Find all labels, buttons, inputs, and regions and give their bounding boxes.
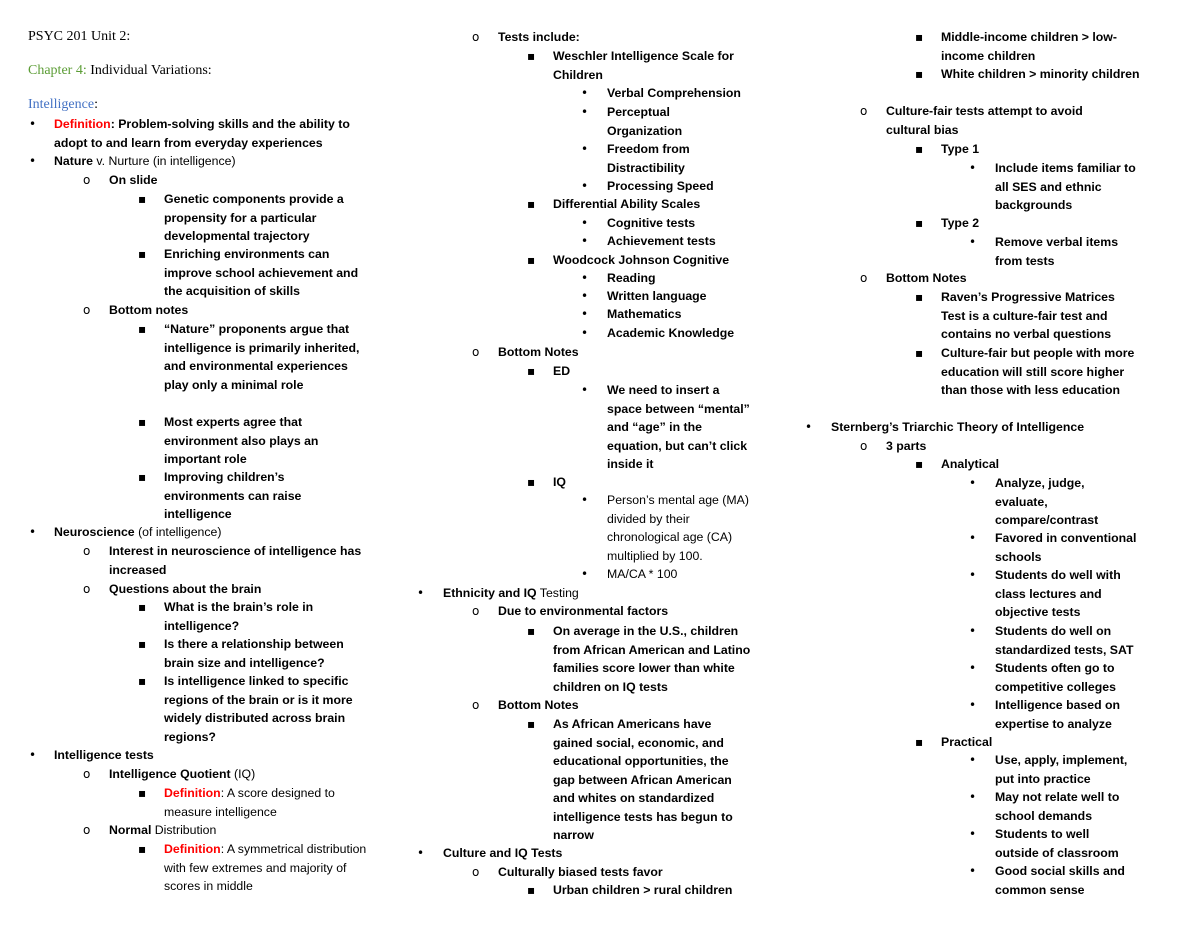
bullet-l3: ▪ xyxy=(138,322,147,336)
bullet-l4: • xyxy=(969,235,977,249)
bullet-l4: • xyxy=(581,271,589,285)
bullet-l3: ▪ xyxy=(915,346,924,360)
bullet-l4: • xyxy=(581,567,589,581)
list-item: Verbal Comprehension xyxy=(607,86,741,100)
list-item: MA/CA * 100 xyxy=(607,567,678,581)
section-heading xyxy=(28,97,98,113)
item-label: Normal xyxy=(109,823,152,837)
bullet-l1: • xyxy=(29,525,37,539)
list-item-sternberg: Sternberg’s Triarchic Theory of Intelligence xyxy=(831,420,1085,434)
list-item-ed: ED xyxy=(553,364,571,378)
list-item-three-parts: 3 parts xyxy=(886,439,927,453)
list-item: Use, apply, implement, put into practice xyxy=(995,753,1128,786)
bullet-l2: o xyxy=(472,604,480,618)
list-item: Questions about the brain xyxy=(109,582,262,596)
list-item-analytical: Analytical xyxy=(941,457,1000,471)
bullet-l3: ▪ xyxy=(527,197,536,211)
list-item: Mathematics xyxy=(607,307,682,321)
bullet-l2: o xyxy=(472,30,480,44)
bullet-l2: o xyxy=(83,767,91,781)
item-text: Distribution xyxy=(151,823,217,837)
list-item: Cognitive tests xyxy=(607,216,696,230)
definition-term: Definition xyxy=(54,117,111,131)
definition-term: Definition xyxy=(164,842,221,856)
list-item: Enriching environments can improve school achievement and the acquisition of skills xyxy=(164,247,359,298)
bullet-l2: o xyxy=(472,698,480,712)
bullet-l2: o xyxy=(83,173,91,187)
list-item: On average in the U.S., children from African American and Latino families score lower than white children on IQ tests xyxy=(553,624,751,694)
bullet-l3: ▪ xyxy=(527,717,536,731)
item-text: (IQ) xyxy=(230,767,256,781)
list-item: Analyze, judge, evaluate, compare/contrast xyxy=(995,476,1099,527)
bullet-l2: o xyxy=(83,544,91,558)
list-item: Students to well outside of classroom xyxy=(995,827,1119,860)
list-item-culture: Culture and IQ Tests xyxy=(443,846,563,860)
list-item-iq: IQ xyxy=(553,475,566,489)
bullet-l4: • xyxy=(581,142,589,156)
list-item-normal-distribution xyxy=(109,821,369,840)
bullet-l3: ▪ xyxy=(527,624,536,638)
list-item: Written language xyxy=(607,289,707,303)
list-item: Intelligence based on expertise to analyze xyxy=(995,698,1121,731)
list-item: Achievement tests xyxy=(607,234,716,248)
list-item-bottom-notes: Bottom Notes xyxy=(498,698,579,712)
list-item-ethnicity xyxy=(443,584,763,603)
chapter-title: Individual Variations: xyxy=(86,63,212,78)
list-item-type-1: Type 1 xyxy=(941,142,980,156)
list-item-iq-definition xyxy=(164,784,364,821)
list-item: Students do well on standardized tests, SAT xyxy=(995,624,1134,657)
list-item: Favored in conventional schools xyxy=(995,531,1137,564)
list-item: Interest in neuroscience of intelligence has increased xyxy=(109,544,362,577)
bullet-l3: ▪ xyxy=(915,735,924,749)
bullet-l2: o xyxy=(83,582,91,596)
list-item: We need to insert a space between “mental” and “age” in the equation, but can’t click inside it xyxy=(607,383,750,471)
list-item-normal-definition xyxy=(164,840,369,896)
list-item: Most experts agree that environment also plays an important role xyxy=(164,415,319,466)
list-item: Middle-income children > low-income children xyxy=(941,30,1117,63)
list-item: Students often go to competitive colleges xyxy=(995,661,1116,694)
list-item: Academic Knowledge xyxy=(607,326,735,340)
bullet-l3: ▪ xyxy=(915,216,924,230)
list-item-das: Differential Ability Scales xyxy=(553,197,701,211)
list-item-neuroscience xyxy=(54,523,374,542)
bullet-l3: ▪ xyxy=(915,457,924,471)
item-text: (of intelligence) xyxy=(134,525,222,539)
item-label: Nature xyxy=(54,154,93,168)
list-item: Is intelligence linked to specific regions of the brain or is it more widely distributed across brain regions? xyxy=(164,674,353,744)
list-item-practical: Practical xyxy=(941,735,993,749)
definition-text: : Problem-solving skills and the ability to adopt to and learn from everyday experiences xyxy=(54,117,350,150)
definition-term: Definition xyxy=(164,786,221,800)
bullet-l1: • xyxy=(29,154,37,168)
bullet-l4: • xyxy=(969,827,977,841)
bullet-l4: • xyxy=(581,216,589,230)
bullet-l3: ▪ xyxy=(527,253,536,267)
list-item-definition xyxy=(54,115,364,152)
bullet-l4: • xyxy=(969,568,977,582)
bullet-l4: • xyxy=(581,105,589,119)
list-item: Remove verbal items from tests xyxy=(995,235,1119,268)
chapter-heading xyxy=(28,63,212,79)
bullet-l3: ▪ xyxy=(915,142,924,156)
bullet-l4: • xyxy=(581,179,589,193)
list-item: May not relate well to school demands xyxy=(995,790,1120,823)
bullet-l4: • xyxy=(581,307,589,321)
list-item-bottom-notes: Bottom notes xyxy=(109,303,189,317)
list-item-tests-include: Tests include: xyxy=(498,30,580,44)
bullet-l2: o xyxy=(83,303,91,317)
list-item: Good social skills and common sense xyxy=(995,864,1125,897)
list-item: Due to environmental factors xyxy=(498,604,669,618)
bullet-l4: • xyxy=(969,864,977,878)
list-item: Include items familiar to all SES and ethnic backgrounds xyxy=(995,161,1136,212)
list-item-intelligence-tests: Intelligence tests xyxy=(54,748,154,762)
list-item: As African Americans have gained social, economic, and educational opportunities, the gap between African American and whites on standardized intelligence tests has begun to narrow xyxy=(553,717,733,842)
list-item-wechsler: Weschler Intelligence Scale for Children xyxy=(553,49,734,82)
bullet-l4: • xyxy=(969,753,977,767)
bullet-l4: • xyxy=(581,234,589,248)
bullet-l4: • xyxy=(581,383,589,397)
bullet-l4: • xyxy=(969,624,977,638)
bullet-l4: • xyxy=(969,161,977,175)
list-item: Freedom from Distractibility xyxy=(607,142,690,175)
bullet-l4: • xyxy=(969,476,977,490)
bullet-l2: o xyxy=(472,345,480,359)
list-item: Processing Speed xyxy=(607,179,714,193)
list-item: Person’s mental age (MA) divided by their chronological age (CA) multiplied by 100. xyxy=(607,493,749,563)
bullet-l4: • xyxy=(581,289,589,303)
bullet-l3: ▪ xyxy=(915,290,924,304)
list-item-nature-nurture xyxy=(54,152,374,171)
bullet-l3: ▪ xyxy=(915,30,924,44)
bullet-l2: o xyxy=(860,439,868,453)
definition-text: : A score designed to measure intelligence xyxy=(164,786,335,819)
item-label: Neuroscience xyxy=(54,525,135,539)
definition-text: : A symmetrical distribution with few extremes and majority of scores in middle xyxy=(164,842,367,893)
bullet-l3: ▪ xyxy=(138,247,147,261)
bullet-l3: ▪ xyxy=(915,67,924,81)
bullet-l4: • xyxy=(581,326,589,340)
list-item: Culture-fair but people with more education will still score higher than those with less education xyxy=(941,346,1135,397)
list-item: Students do well with class lectures and objective tests xyxy=(995,568,1121,619)
bullet-l3: ▪ xyxy=(138,192,147,206)
bullet-l4: • xyxy=(969,531,977,545)
bullet-l3: ▪ xyxy=(527,364,536,378)
bullet-l4: • xyxy=(969,790,977,804)
list-item: Raven’s Progressive Matrices Test is a culture-fair test and contains no verbal questions xyxy=(941,290,1115,341)
list-item: Is there a relationship between brain size and intelligence? xyxy=(164,637,344,670)
list-item-type-2: Type 2 xyxy=(941,216,980,230)
list-item-woodcock: Woodcock Johnson Cognitive xyxy=(553,253,730,267)
chapter-label: Chapter 4: xyxy=(28,63,87,78)
bullet-l1: • xyxy=(29,748,37,762)
bullet-l2: o xyxy=(83,823,91,837)
list-item-bottom-notes: Bottom Notes xyxy=(886,271,967,285)
list-item: What is the brain’s role in intelligence? xyxy=(164,600,314,633)
list-item: Urban children > rural children xyxy=(553,883,733,897)
bullet-l4: • xyxy=(581,86,589,100)
bullet-l3: ▪ xyxy=(527,49,536,63)
bullet-l1: • xyxy=(805,420,813,434)
bullet-l1: • xyxy=(29,117,37,131)
list-item-bottom-notes: Bottom Notes xyxy=(498,345,579,359)
bullet-l4: • xyxy=(581,493,589,507)
bullet-l3: ▪ xyxy=(138,415,147,429)
bullet-l1: • xyxy=(417,586,425,600)
list-item-on-slide: On slide xyxy=(109,173,158,187)
bullet-l4: • xyxy=(969,698,977,712)
bullet-l4: • xyxy=(969,661,977,675)
list-item-culture-fair: Culture-fair tests attempt to avoid cultural bias xyxy=(886,104,1083,137)
item-label: Ethnicity and IQ xyxy=(443,586,537,600)
list-item: Genetic components provide a propensity for a particular developmental trajectory xyxy=(164,192,344,243)
bullet-l3: ▪ xyxy=(138,842,147,856)
bullet-l3: ▪ xyxy=(138,637,147,651)
bullet-l3: ▪ xyxy=(138,600,147,614)
bullet-l3: ▪ xyxy=(138,786,147,800)
item-text: v. Nurture (in intelligence) xyxy=(92,154,236,168)
section-colon: : xyxy=(94,97,98,112)
bullet-l2: o xyxy=(472,865,480,879)
bullet-l3: ▪ xyxy=(138,470,147,484)
bullet-l1: • xyxy=(417,846,425,860)
item-label: Intelligence Quotient xyxy=(109,767,231,781)
item-text: Testing xyxy=(536,586,579,600)
list-item: Culturally biased tests favor xyxy=(498,865,663,879)
list-item: Reading xyxy=(607,271,656,285)
list-item: “Nature” proponents argue that intelligence is primarily inherited, and environmental experiences play only a minimal role xyxy=(164,322,360,392)
bullet-l3: ▪ xyxy=(138,674,147,688)
list-item: Improving children’s environments can raise intelligence xyxy=(164,470,302,521)
section-label: Intelligence xyxy=(28,97,95,112)
bullet-l2: o xyxy=(860,104,868,118)
list-item: Perceptual Organization xyxy=(607,105,683,138)
bullet-l3: ▪ xyxy=(527,883,536,897)
bullet-l3: ▪ xyxy=(527,475,536,489)
list-item: White children > minority children xyxy=(941,67,1140,81)
list-item-iq xyxy=(109,765,369,784)
document-title: PSYC 201 Unit 2: xyxy=(28,29,131,44)
bullet-l2: o xyxy=(860,271,868,285)
